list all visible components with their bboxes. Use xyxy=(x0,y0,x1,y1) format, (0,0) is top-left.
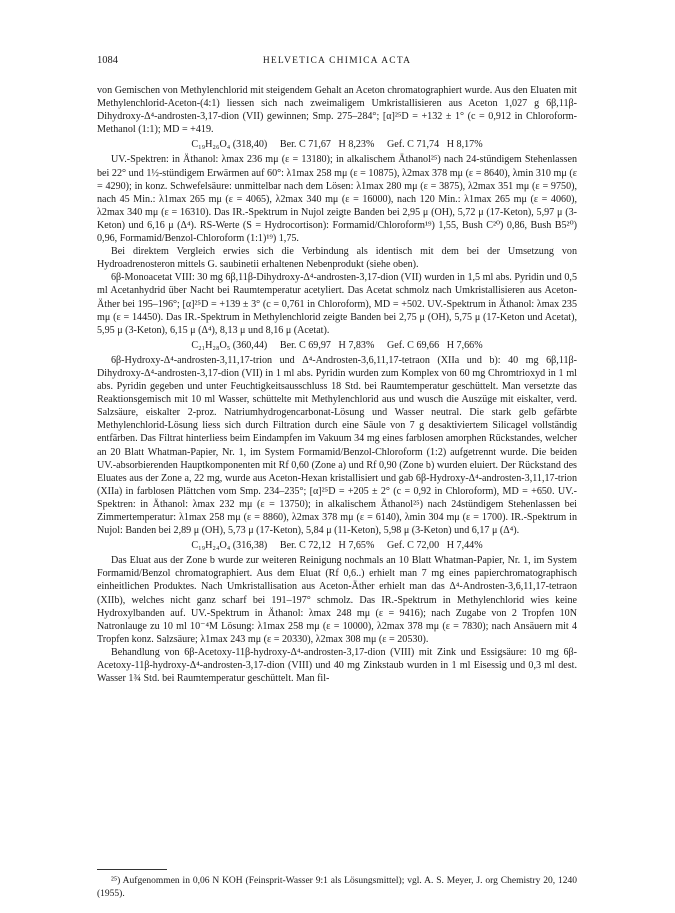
paragraph: Das Eluat aus der Zone b wurde zur weiteren Reinigung nochmals an 10 Blatt Whatman-Papier, Nr. 1, im System Formamid/Benzol chromatographiert. Aus dem Eluat (Rf 0,6..) erhielt man 7 mg eines papierchromatographisch einheitlichen Produktes. Nach Umkristallisation aus Aceton-Äther erhielt man das Δ⁴-Androsten-3,6,11,17-tetraon (XIIb), welches nicht ganz scharf bei 191–197° schmolz. Das IR.-Spektrum in Methylenchlorid wies keine Hydroxylbanden auf. UV.-Spektrum in Äthanol: λmax 248 mμ (ε = 9416); nach Zugabe von 2 Tropfen 10N Natronlauge zu 10 ml 10⁻⁴M Lösung: λ1max 258 mμ (ε = 10000), λ2max 378 mμ (ε = 7830); nach Ansäuern mit 4 Tropfen konz. Salzsäure; λ1max 243 mμ (ε = 20330), λ2max 308 mμ (ε = 20530). xyxy=(97,555,577,645)
article-body xyxy=(97,84,577,685)
elemental-analysis: C₁₉H₂₄O₄ (316,38) Ber. C 72,12 H 7,65% Gef. C 72,00 H 7,44% xyxy=(191,540,483,552)
paragraph: Behandlung von 6β-Acetoxy-11β-hydroxy-Δ⁴-androsten-3,17-dion (VIII) mit Zink und Essigsäure: 10 mg 6β-Acetoxy-11β-hydroxy-Δ⁴-androsten-3,17-dion (VIII) und 40 mg Zinkstaub wurden in 1 ml Eisessig und 0,3 ml dest. Wasser 1¾ Std. bei Raumtemperatur geschüttelt. Man fil- xyxy=(97,646,577,685)
page-number: 1084 xyxy=(97,55,118,66)
elemental-analysis: C₁₉H₂₆O₄ (318,40) Ber. C 71,67 H 8,23% Gef. C 71,74 H 8,17% xyxy=(191,139,483,151)
paragraph: UV.-Spektren: in Äthanol: λmax 236 mμ (ε = 13180); in alkalischem Äthanol²⁵) nach 24-stündigem Stehenlassen bei 22° und 1½-stündigem Erwärmen auf 60°: λ1max 258 mμ (ε = 10875), λ2max 378 mμ (ε = 8640), λmin 310 mμ (ε = 4290); in konz. Schwefelsäure: unmittelbar nach dem Lösen: λ1max 280 mμ (ε = 3875), λ2max 351 mμ (ε = 9750), nach 45 Min.: λ1max 265 mμ (ε = 4065), λ2max 340 mμ (ε = 16000), nach 120 Min.: λ1max 265 mμ (ε = 4060), λ2max 340 mμ (ε = 16310). Das IR.-Spektrum in Nujol zeigte Banden bei 2,95 μ (OH), 5,72 μ (17-Keton), 5,97 μ (3-Keton) und 6,16 μ (Δ⁴). RS-Werte (S = Hydrocortison): Formamid/Chloroform¹⁹) 1,55, Bush C²⁰) 0,86, Bush B5²⁰) 0,96, Formamid/Benzol-Chloroform (1:1)¹⁹) 1,75. xyxy=(97,154,577,245)
elemental-analysis: C₂₁H₂₈O₅ (360,44) Ber. C 69,97 H 7,83% Gef. C 69,66 H 7,66% xyxy=(191,339,483,351)
journal-title: HELVETICA CHIMICA ACTA xyxy=(262,56,412,66)
footnote: ²⁵) Aufgenommen in 0,06 N KOH (Feinsprit-Wasser 9:1 als Lösungsmittel); vgl. A. S. Meyer, J. org Chemistry 20, 1240 (1955). xyxy=(97,876,577,899)
page-header xyxy=(97,55,577,69)
paragraph: 6β-Hydroxy-Δ⁴-androsten-3,11,17-trion und Δ⁴-Androsten-3,6,11,17-tetraon (XIIa und b): 40 mg 6β,11β-Dihydroxy-Δ⁴-androsten-3,17-dion (VII) in 1 ml abs. Pyridin wurden zum Komplex von 60 mg Chromtrioxyd in 1 ml abs. Pyridin gegeben und unter Feuchtigkeitsausschluss 18 Std. bei Raumtemperatur geschüttelt. Man versetzte das Reaktionsgemisch mit 10 ml Wasser, schüttelte mit Methylenchlorid aus und wusch die Auszüge mit eiskalter, verd. Salzsäure, eiskalter 2-proz. Natriumhydrogencarbonat-Lösung und Wasser neutral. Die stark gelb gefärbte Methylenchlorid-Lösung liess sich durch Filtration durch eine Säule von 7 g desaktiviertem Silicagel vollständig entfärben. Das Filtrat hinterliess beim Eindampfen im Vakuum 34 mg eines farblosen amorphen Rückstandes, welcher an 20 Blatt Whatman-Papier, Nr. 1, im System Formamid/Benzol-Chloroform (1:2) aufgetrennt wurde. Die beiden UV.-absorbierenden Hauptkomponenten mit Rf 0,60 (Zone a) und Rf 0,90 (Zone b) wurden eluiert. Der Rückstand des Eluates aus der Zone a, 22 mg, wurde aus Aceton-Hexan kristallisiert und gab 6β-Hydroxy-Δ⁴-androsten-3,11,17-trion (XIIa) in farblosen Plättchen vom Smp. 234–235°; [α]²⁵D = +205 ± 2° (c = 0,92 in Chloroform), MD = +650. UV.-Spektren: in Äthanol: λmax 232 mμ (ε = 13750); in alkalischem Äthanol²⁵) nach 24stündigem Stehenlassen bei Zimmertemperatur: λ1max 258 mμ (ε = 8860), λ2max 378 mμ (ε = 6140), λmin 304 mμ (ε = 1700). IR.-Spektrum in Nujol: Banden bei 2,89 μ (OH), 5,73 μ (17-Keton), 5,84 μ (11-Keton), 5,98 μ (3-Keton) und 6,17 μ (Δ⁴). xyxy=(97,354,577,537)
footnote-divider xyxy=(97,869,167,870)
paragraph: 6β-Monoacetat VIII: 30 mg 6β,11β-Dihydroxy-Δ⁴-androsten-3,17-dion (VII) wurden in 1,5 ml abs. Pyridin und 0,5 ml Acetanhydrid über Nacht bei Raumtemperatur acetyliert. Das Acetat schmolz nach Umkristallisieren aus Aceton-Äther bei 195–196°; [α]²⁵D = +139 ± 3° (c = 0,761 in Chloroform), MD = +502. UV.-Spektrum in Äthanol: λmax 235 mμ (ε = 14450). Das IR.-Spektrum in Methylenchlorid zeigte Banden bei 2,75 μ (OH), 5,75 μ (17-Keton und Acetat), 5,95 μ (3-Keton), 6,15 μ (Δ⁴), 8,13 μ und 8,16 μ (Acetat). xyxy=(97,272,577,336)
paragraph: Bei direktem Vergleich erwies sich die Verbindung als identisch mit dem bei der Umsetzung von Hydroadrenosteron mittels G. saubinetii erhaltenen Nebenprodukt (siehe oben). xyxy=(97,246,577,271)
paragraph: von Gemischen von Methylenchlorid mit steigendem Gehalt an Aceton chromatographiert wurde. Aus den Eluaten mit Methylenchlorid-Aceton-(4:1) liessen sich nach zweimaligem Umkristallisieren aus Aceton 1,027 g 6β,11β-Dihydroxy-Δ⁴-androsten-3,17-dion (VII) gewinnen; Smp. 275–284°; [α]²⁵D = +132 ± 1° (c = 0,912 in Chloroform-Methanol (1:1); MD = +419. xyxy=(97,85,577,136)
